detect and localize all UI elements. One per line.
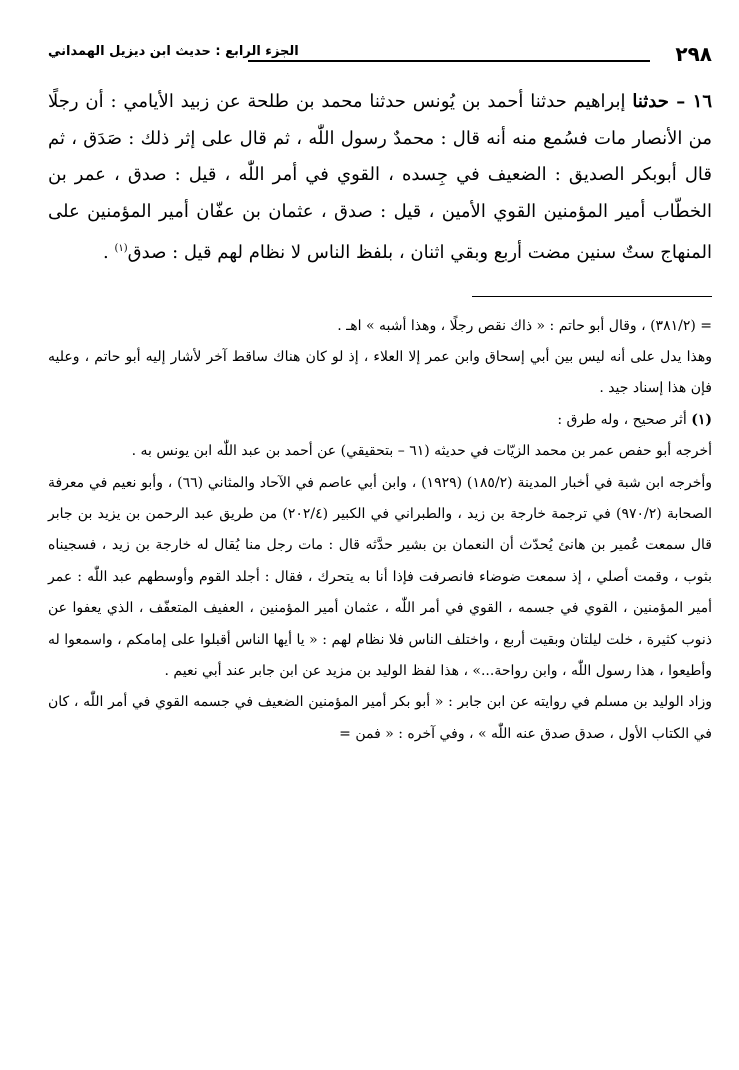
hadith-text: إبراهيم حدثنا أحمد بن يُونس حدثنا محمد بن طلحة عن زبيد الأيامي : أن رجلًا من الأنصار مات فسُمع منه أنه قال : محمدٌ رسول اللّٰه ، ثم قال على إثر ذلك : صَدَق ، ثم قال أبوبكر الصديق : الضعيف في جِسده ، القوي في أمر اللّٰه ، قيل : صدق ، عمر بن الخطّاب أمير المؤمنين القوي الأمين ، قيل : صدق ، عثمان بن عفّان أمير المؤمنين على المنهاج ستٌ سنين مضت أربع وبقي اثنان ، بلفظ الناس لا نظام لهم قيل : صدق <box>48 91 712 263</box>
hadith-number: ١٦ – حدثنا <box>632 91 712 112</box>
footnote-1-heading: أثر صحيح ، وله طرق : <box>557 411 692 428</box>
footnote-continuation-2: وهذا يدل على أنه ليس بين أبي إسحاق وابن عمر إلا العلاء ، إذ لو كان هناك ساقط آخر لأشار إليه أبو حاتم ، وعليه فإن هذا إسناد جيد . <box>48 348 712 397</box>
footnote-1-label: (١) <box>691 411 712 428</box>
book-page <box>48 36 712 750</box>
footnote-1-head <box>48 405 712 436</box>
footnote-separator <box>472 296 712 297</box>
footnote-1-para-1: أخرجه أبو حفص عمر بن محمد الزيّات في حديثه (٦١ – بتحقيقي) عن أحمد بن عبد اللّٰه ابن يونس به . <box>131 443 712 460</box>
footnote-1-para-3: وزاد الوليد بن مسلم في روايته عن ابن جابر : « أبو بكر أمير المؤمنين الضعيف في جسمه القوي في أمر اللّٰه ، كان في الكتاب الأول ، صدق صدق عنه اللّٰه » ، وفي آخره : « فمن = <box>48 694 712 742</box>
main-text <box>48 84 712 272</box>
footnote-marker: (١) <box>114 242 128 254</box>
footnote-1-para-2: وأخرجه ابن شبة في أخبار المدينة (١٨٥/٢) (١٩٢٩) ، وابن أبي عاصم في الآحاد والمثاني (٦٦) ، وأبو نعيم في معرفة الصحابة (٩٧٠/٢) في ترجمة خارجة بن زيد ، والطبراني في الكبير (٢٠٢/٤) من طريق عبد الرحمن بن يزيد بن جابر قال سمعت عُمير بن هانئ يُحدّث أن النعمان بن بشير حدَّثه قال : مات رجل منا يُقال له خارجة بن زيد ، فسجيناه بثوب ، وقمت أصلي ، إذ سمعت ضوضاء فانصرفت فإذا أنا به يتحرك ، فقال : أجلد القوم وأوسطهم عبد اللّٰه : عمر أمير المؤمنين ، القوي في جسمه ، القوي في أمر اللّٰه ، عثمان أمير المؤمنين ، العفيف المتعفّف ، الذي يعفوا عن ذنوب كثيرة ، خلت ليلتان وبقيت أربع ، واختلف الناس فلا نظام لهم : « يا أيها الناس أقبلوا على إمامكم ، واسمعوا له وأطيعوا ، هذا رسول اللّٰه ، وابن رواحة...» ، هذا لفظ الوليد بن مزيد عن ابن جابر عند أبي نعيم . <box>48 474 713 679</box>
footnote-continuation: = (٣٨١/٢) ، وقال أبو حاتم : « ذاك نقص رجلًا ، وهذا أشبه » اهـ . <box>337 317 712 334</box>
page-number: ٢٩٨ <box>675 42 712 66</box>
header-rule <box>248 60 650 62</box>
page-header <box>48 36 712 70</box>
footnotes <box>48 311 712 751</box>
hadith-end: . <box>103 241 115 263</box>
running-head: الجزء الرابع : حديث ابن ديزيل الهمداني <box>48 44 299 59</box>
